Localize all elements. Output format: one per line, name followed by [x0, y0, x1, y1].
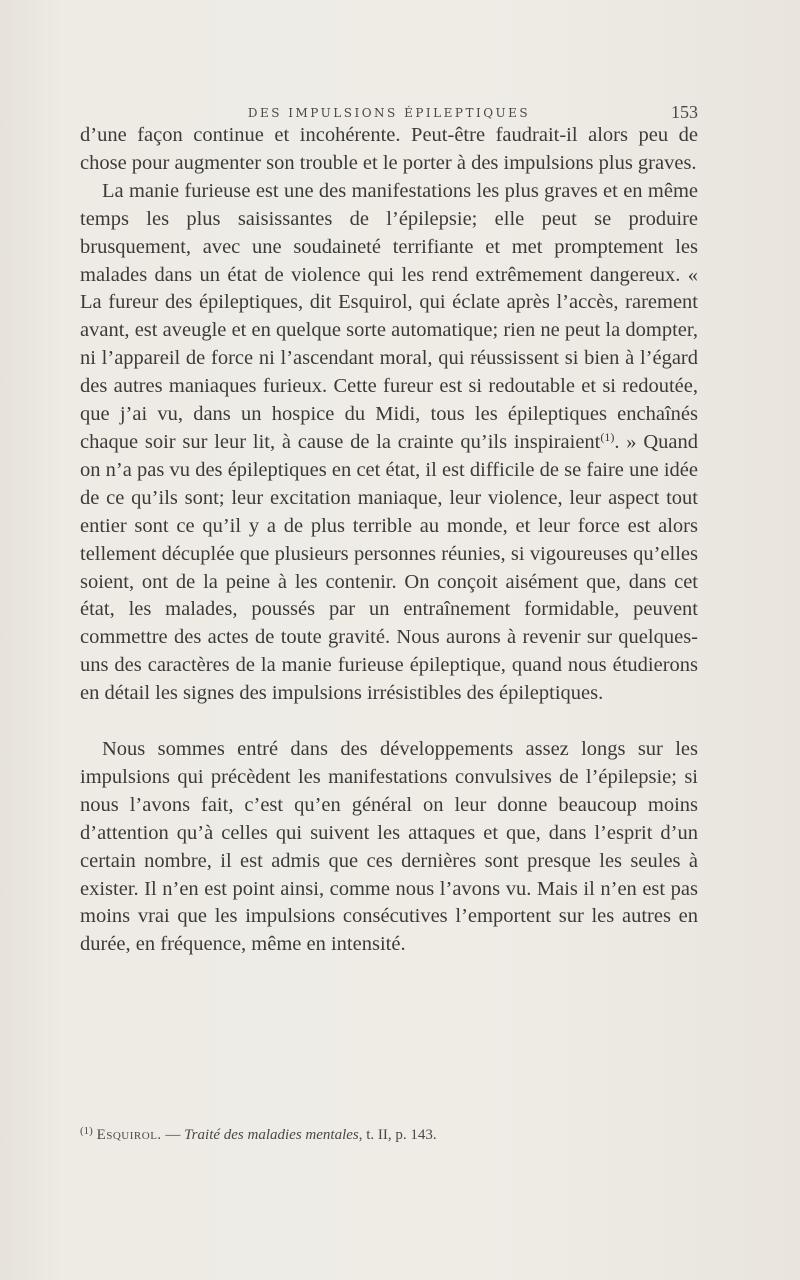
paragraph-manie-furieuse [80, 178, 698, 708]
paragraph-text: . » Quand on n’a pas vu des épileptiques en cet état, il est difficile de se faire une idée de ce qu’ils sont; leur excitation maniaque, leur violence, leur aspect tout entier sont ce qu’il y a de plus terrible au monde, et leur force est alors tellement décuplée que plusieurs personnes réunies, si vigoureuses qu’elles soient, ont de la peine à les contenir. On conçoit aisément que, dans cet état, les malades, poussés par un entraînement formidable, peuvent commettre des actes de toute gravité. Nous aurons à revenir sur quelques-uns des caractères de la manie furieuse épileptique, quand nous étudierons en détail les signes des impulsions irrésistibles des épileptiques. [80, 430, 698, 705]
footnote-rest: , t. II, p. 143. [358, 1127, 437, 1143]
running-title: DES IMPULSIONS ÉPILEPTIQUES [247, 106, 531, 120]
footnote-title: Traité des maladies mentales [184, 1127, 359, 1143]
footnote-mark: (1) [80, 1125, 93, 1137]
paragraph-text: La manie furieuse est une des manifestations les plus graves et en même temps les plus saisissantes de l’épilepsie; elle peut se produire brusquement, avec une soudaineté terrifiante et met promptement les malades dans un état de violence qui les rend extrêmement dangereux. « La fureur des épileptiques, dit Esquirol, qui éclate après l’accès, rarement avant, est aveugle et en quelque sorte automatique; rien ne peut la dompter, ni l’appareil de force ni l’ascendant moral, qui réussissent si bien à l’égard des autres maniaques furieux. Cette fureur est si redoutable et si redoutée, que j’ai vu, dans un hospice du Midi, tous les épileptiques enchaînés chaque soir sur leur lit, à cause de la crainte qu’ils inspiraient [80, 179, 698, 453]
footnote-author: Esquirol. [96, 1127, 162, 1143]
body-text [80, 122, 698, 959]
footnote-reference[interactable]: (1) [600, 429, 615, 444]
footnote-dash: — [161, 1127, 185, 1143]
footnote [80, 1125, 698, 1144]
paragraph-continuation: d’une façon continue et incohérente. Peut-être faudrait-il alors peu de chose pour augmenter son trouble et le porter à des impulsions plus graves. [80, 124, 698, 174]
page-number: 153 [671, 102, 698, 122]
paragraph-impulsions: Nous sommes entré dans des développements assez longs sur les impulsions qui précèdent les manifestations convulsives de l’épilepsie; si nous l’avons fait, c’est qu’en général on leur donne beaucoup moins d’attention qu’à celles qui suivent les attaques et que, dans l’esprit d’un certain nombre, il est admis que ces dernières sont presque les seules à exister. Il n’en est point ainsi, comme nous l’avons vu. Mais il n’en est pas moins vrai que les impulsions consécutives l’emportent sur les autres en durée, en fréquence, même en intensité. [80, 738, 698, 956]
